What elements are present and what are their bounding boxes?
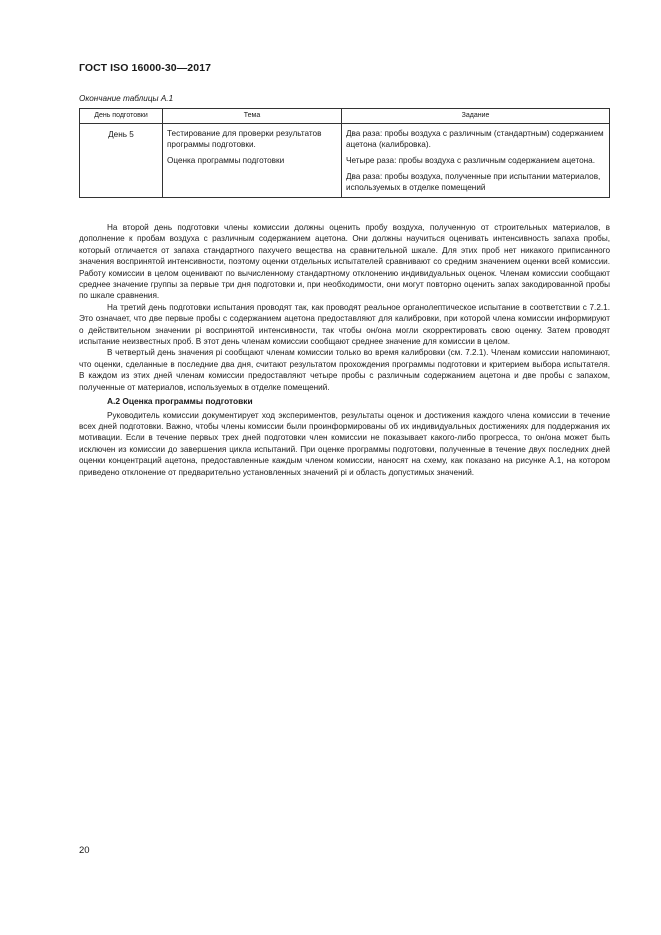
body-paragraph: В четвертый день значения pi сообщают членам комиссии только во время калибровки (см. 7.2.1). Членам комиссии напоминают, что оценки, сделанные в последние два дня, считают результатом прохождения программы подготовки и критерием выбора испытателя. В каждом из этих дней членам комиссии предоставляют четыре пробы с различным содержанием ацетона и две пробы с запахом, полученные от материалов, используемых в отделке помещений. (79, 348, 610, 392)
column-header-task: Задание (342, 109, 610, 124)
task-item: Два раза: пробы воздуха с различным (стандартным) содержанием ацетона (калибровка). (346, 129, 604, 150)
section-heading: А.2 Оценка программы подготовки (107, 396, 253, 407)
page-header: ГОСТ ISO 16000-30—2017 (79, 62, 212, 74)
topic-item: Тестирование для проверки результатов программы подготовки. (167, 129, 322, 150)
table-row (80, 124, 610, 198)
body-paragraph: На третий день подготовки испытания проводят так, как проводят реальное органолептическое испытание в соответствии с 7.2.1. Это означает, что две первые пробы с содержанием ацетона предоставляют для калибровки, при которой члена комиссии информируют о действительном значении pi воспринятой интенсивности, так чтобы он/она могли скорректировать свою оценку. Затем проводят испытание неизвестных проб. В этот день членам комиссии сообщают среднее значение для комиссии в целом. (79, 302, 610, 347)
column-header-day: День подготовки (80, 109, 163, 124)
section-paragraph: Руководитель комиссии документирует ход экспериментов, результаты оценок и достижения каждого члена комиссии в течение всех дней подготовки. Важно, чтобы члены комиссии были проинформированы об их индивидуальных достижениях для поддержания их мотивации. Если в течение первых трех дней подготовки член комиссии не показывает какого-либо прогресса, то он/она может быть исключен из комиссии до завершения цикла испытаний. При оценке программы подготовки, полученные в течение двух последних дней оценки концентраций ацетона, предоставленные каждым членом комиссии, наносят на схему, как показано на рисунке А.1, на котором приведено отклонение от предварительно установленных значений pi и область допустимых значений. (79, 410, 610, 477)
page-number: 20 (79, 845, 90, 856)
table-caption: Окончание таблицы А.1 (79, 94, 174, 103)
cell-task (342, 124, 610, 198)
training-table (79, 108, 610, 198)
task-item: Четыре раза: пробы воздуха с различным содержанием ацетона. (346, 156, 596, 166)
table-header-row (80, 109, 610, 124)
cell-day: День 5 (80, 124, 163, 198)
cell-topic (163, 124, 342, 198)
topic-item: Оценка программы подготовки (167, 156, 285, 166)
task-item: Два раза: пробы воздуха, полученные при испытании материалов, используемых в отделке помещений (346, 172, 601, 193)
column-header-topic: Тема (163, 109, 342, 124)
body-paragraph: На второй день подготовки члены комиссии должны оценить пробу воздуха, полученную от строительных материалов, в дополнение к пробам воздуха с различным содержанием ацетона. Они должны научиться оценивать интенсивность запаха пробы, который отличается от запаха стандартного пахучего вещества на сравнительной шкале. Для этих проб нет никакого приписанного значения воспринятой интенсивности, поэтому оценки отдельных испытателей сравнивают со средним значением оценки всей комиссии. Работу комиссии в целом оценивают по вычисленному стандартному отклонению индивидуальных оценок. Членам комиссии сообщают среднее значение группы за первые три дня подготовки и, при необходимости, они могут повторно оценить запах закодированной пробы по шкале сравнения. (79, 223, 610, 301)
body-text (79, 222, 610, 478)
